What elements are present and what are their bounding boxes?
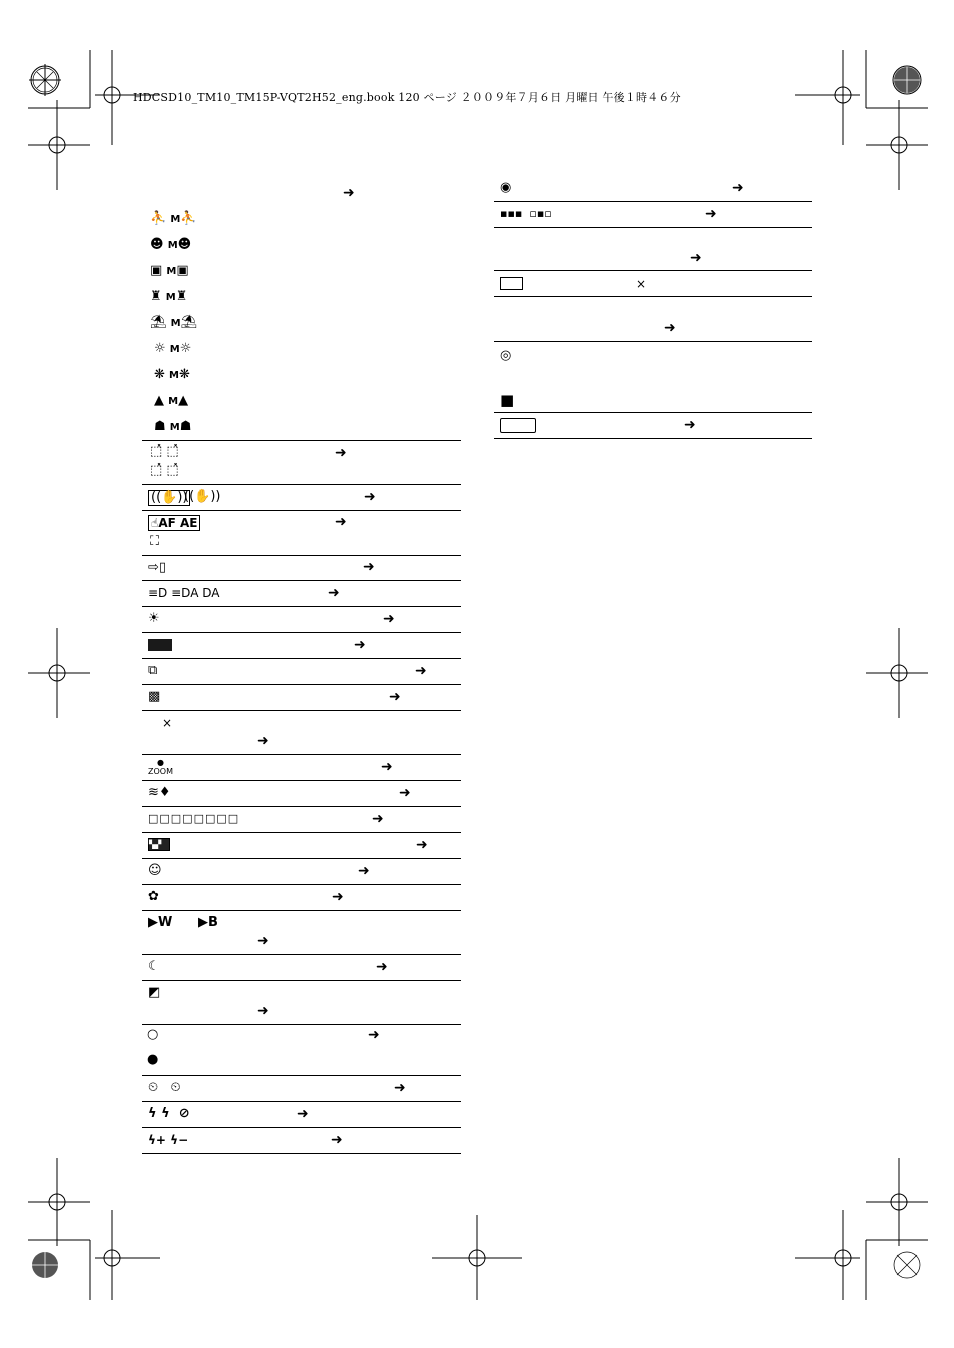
arrow-icon: ➜ xyxy=(297,1106,309,1122)
arrow-icon: ➜ xyxy=(705,206,717,222)
row-mic-level xyxy=(142,807,461,833)
arrow-icon: ➜ xyxy=(372,811,384,827)
row-light xyxy=(142,581,461,607)
face-framing-icon: ☺ xyxy=(148,863,162,878)
row-ois xyxy=(142,485,461,511)
scenery-icon: ▲ M▲ xyxy=(154,393,189,408)
arrow-icon: ➜ xyxy=(394,1080,406,1096)
tracking-icon: ⛶ xyxy=(150,534,160,549)
arrow-icon: ➜ xyxy=(381,759,393,775)
fade-white-icon: ▶W xyxy=(148,915,173,930)
arrow-icon: ➜ xyxy=(358,863,370,879)
camera-filled-icon: ■ xyxy=(500,391,515,409)
row-sound xyxy=(494,202,812,228)
fireworks-icon: ❋ M❋ xyxy=(154,367,190,382)
low-light-icon: ▣ M▣ xyxy=(150,263,189,278)
sunset-icon: ☼ M☼ xyxy=(154,341,192,356)
row-card-times xyxy=(494,271,812,297)
spotlight-icon: ♜ M♜ xyxy=(150,289,188,304)
button-icon xyxy=(500,418,536,433)
moon-star-icon: ☾ xyxy=(148,959,160,974)
row-button xyxy=(494,413,812,439)
zoom-mic-icon: ● ZOOM xyxy=(148,758,173,776)
portrait-icon: ☻ M☻ xyxy=(150,237,192,252)
arrow-icon: ➜ xyxy=(335,514,347,530)
row-camera xyxy=(494,342,812,413)
arrow-icon: ➜ xyxy=(257,733,269,749)
times-sign: × xyxy=(636,277,647,291)
arrow-icon: ➜ xyxy=(363,559,375,575)
wind-cut-icon: ≋♦ xyxy=(148,785,171,800)
times-sign: × xyxy=(162,716,173,730)
ois-icon: ((✋)) xyxy=(148,490,190,506)
row-tele-macro xyxy=(142,885,461,911)
arrow-icon: ➜ xyxy=(389,689,401,705)
arrow-icon: ➜ xyxy=(684,417,696,433)
row-blank-b xyxy=(494,297,812,342)
arrow-icon: ➜ xyxy=(332,889,344,905)
file-header: HDCSD10_TM10_TM15P-VQT2H52_eng.book 120 ページ ２００９年７月６日 月曜日 午後１時４６分 xyxy=(133,91,681,104)
backlight-icon: ☀ xyxy=(148,611,160,626)
row-flash-level xyxy=(142,1128,461,1154)
row-night xyxy=(142,955,461,981)
soft-skin-icon: ▩ xyxy=(148,689,161,704)
guide-lines-icon: ▚▞ xyxy=(148,838,170,851)
sports-icon: ⛹ M⛹ xyxy=(150,211,197,226)
arrow-icon: ➜ xyxy=(328,585,340,601)
touch-af-ae-icon: ☝AF AE xyxy=(148,515,200,531)
camera-outline-icon: ◎ xyxy=(500,348,512,363)
video-light-icon: ≡D ≡DA DA xyxy=(148,586,220,600)
left-column xyxy=(142,180,461,1160)
night-portrait-icon: ☗ M☗ xyxy=(154,419,192,434)
quality-icon: ⬚̽ ⬚̽ xyxy=(150,463,179,478)
row-face-detect xyxy=(142,859,461,885)
arrow-icon: ➜ xyxy=(257,1003,269,1019)
quality-icon: ⬚̽ ⬚̽ xyxy=(150,444,179,459)
arrow-icon: ➜ xyxy=(399,785,411,801)
row-touch-af-ae xyxy=(142,511,461,556)
row-self-timer xyxy=(142,1076,461,1102)
card-icon xyxy=(500,277,523,290)
row-frames xyxy=(142,659,461,685)
row-zebra xyxy=(142,833,461,859)
row-zoom-mic xyxy=(142,755,461,781)
right-column xyxy=(494,176,812,440)
row-backlight xyxy=(142,607,461,633)
arrow-icon: ➜ xyxy=(416,837,428,853)
focus-open-icon: ○ xyxy=(147,1027,159,1042)
arrow-icon: ➜ xyxy=(664,320,676,336)
fade-b-label: B xyxy=(208,915,218,930)
ois-lock-icon: ((✋)) xyxy=(184,489,221,504)
row-zoom-times xyxy=(142,711,461,755)
arrow-icon: ➜ xyxy=(331,1132,343,1148)
row-focus-state xyxy=(142,1025,461,1076)
af-ae-label: AF AE xyxy=(158,516,198,530)
surf-snow-icon: ⛱ M⛱ xyxy=(150,315,198,330)
arrow-icon: ➜ xyxy=(376,959,388,975)
eye-icon: ◉ xyxy=(500,180,512,195)
flash-icon: ϟ ϟ ⊘ xyxy=(148,1106,190,1121)
tele-macro-icon: ✿ xyxy=(148,889,159,904)
row-soft-skin xyxy=(142,685,461,711)
frames-icon: ⧉ xyxy=(148,663,158,678)
relay-card-icon: ⇨▯ xyxy=(148,560,167,575)
row-flash xyxy=(142,1102,461,1128)
row-blank-a xyxy=(494,228,812,271)
arrow-icon: ➜ xyxy=(690,250,702,266)
arrow-icon: ➜ xyxy=(364,489,376,505)
row-quality xyxy=(142,442,461,485)
arrow-icon: ➜ xyxy=(257,933,269,949)
audio-level-icon: ▪▪▪ ▫▪▫ xyxy=(500,207,552,220)
row-fade xyxy=(142,911,461,955)
color-night-icon xyxy=(148,639,172,651)
arrow-icon: ➜ xyxy=(343,185,355,201)
fade-black-icon: ▶B xyxy=(198,915,218,930)
arrow-icon: ➜ xyxy=(354,637,366,653)
row-wind-cut xyxy=(142,781,461,807)
flash-level-icon: ϟ+ ϟ− xyxy=(148,1133,189,1147)
row-black-box xyxy=(142,633,461,659)
row-eye xyxy=(494,176,812,202)
arrow-icon: ➜ xyxy=(368,1027,380,1043)
arrow-icon: ➜ xyxy=(335,445,347,461)
fade-w-label: W xyxy=(158,915,173,930)
picture-icon: ◩ xyxy=(148,985,161,1000)
mic-level-squares: □□□□□□□□ xyxy=(148,812,240,825)
focus-filled-icon: ● xyxy=(147,1052,159,1067)
arrow-icon: ➜ xyxy=(383,611,395,627)
arrow-icon: ➜ xyxy=(415,663,427,679)
self-timer-icon: ⏲ ⏲ xyxy=(148,1080,181,1095)
row-relay xyxy=(142,556,461,581)
arrow-icon: ➜ xyxy=(732,180,744,196)
row-picture-in-motion xyxy=(142,981,461,1025)
